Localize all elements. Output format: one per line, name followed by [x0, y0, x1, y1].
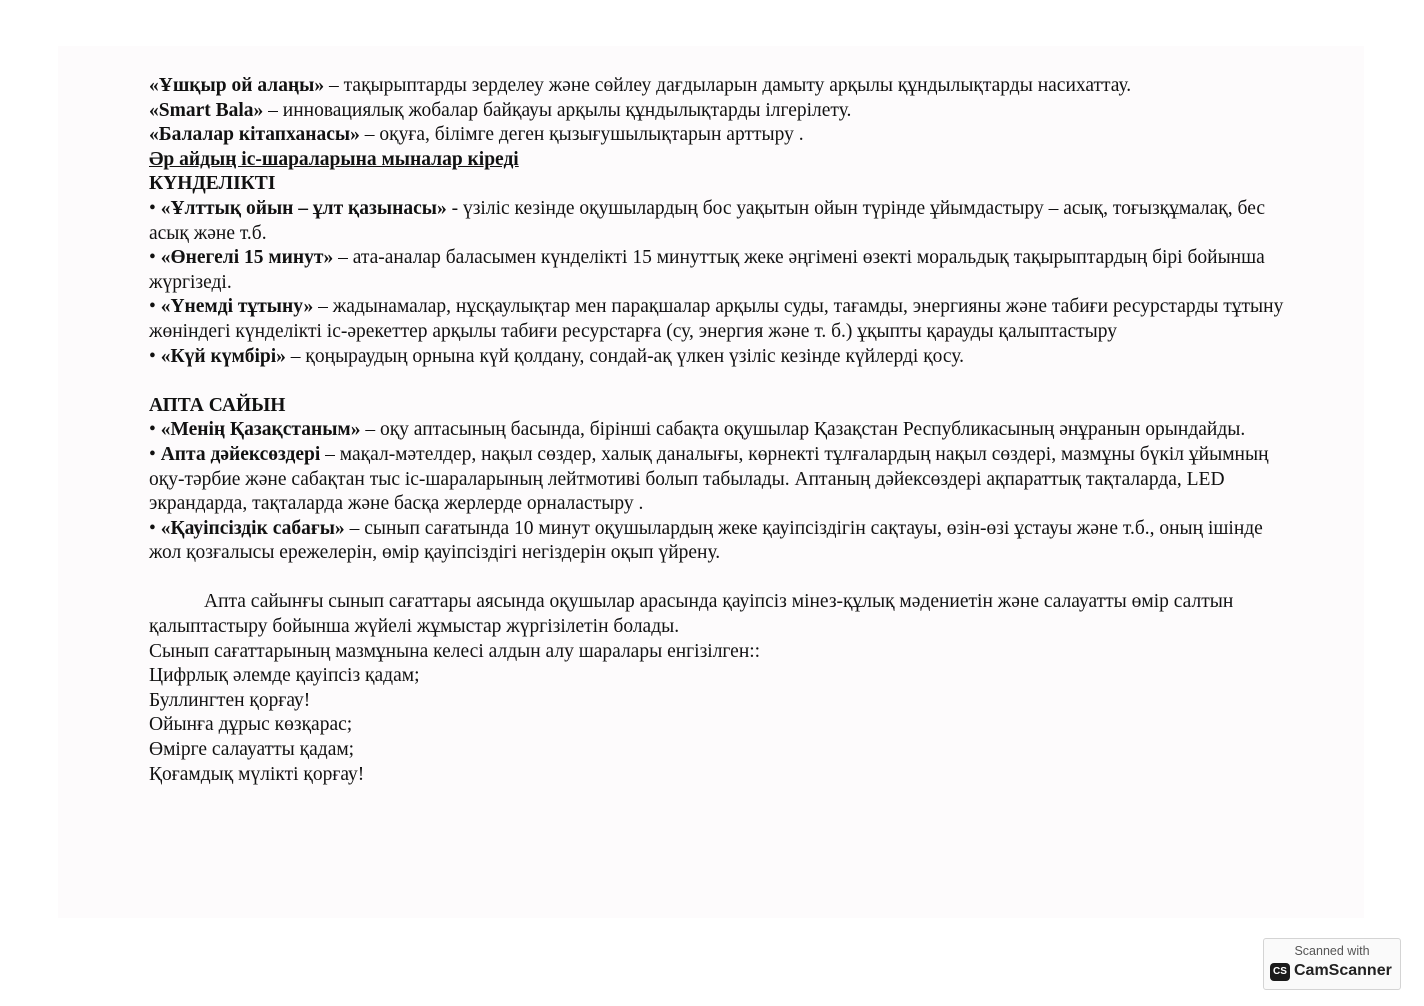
- list-intro: Сынып сағаттарының мазмұнына келесі алдын алу шаралары енгізілген::: [149, 640, 761, 662]
- weekly-heading: АПТА САЙЫН: [149, 394, 286, 416]
- item-desc: – мақал-мәтелдер, нақыл сөздер, халық даналығы, көрнекті тұлғалардың нақыл сөздері, мазмұны бүкіл ұйымның оқу-тәрбие және сабақтан тыс іс-шараларының лейтмотиві болып табылады. Аптаның дәйексөздері ақпараттық тақталарда, LED экрандарда, тақталарда және басқа жерлерде орналастыру .: [149, 443, 1269, 515]
- intro-line-2: [149, 99, 1289, 124]
- intro-desc: – оқуға, білімге деген қызығушылықтарын арттыру .: [359, 124, 804, 146]
- item-desc: – жадынамалар, нұсқаулықтар мен парақшалар арқылы суды, тағамды, энергияны және табиғи ресурстарды тұтыну жөніндегі күнделікті іс-әрекеттер арқылы табиғи ресурстарға (су, энергия және т. б.) ұқыпты қарауды қалыптастыру: [149, 296, 1284, 342]
- list-item: Цифрлық әлемде қауіпсіз қадам;: [149, 665, 420, 687]
- weekly-item: [149, 418, 1289, 443]
- item-title: «Менің Қазақстаным»: [160, 419, 361, 441]
- camscanner-logo-icon: CS: [1270, 963, 1290, 981]
- item-title: «Күй күмбірі»: [160, 345, 286, 367]
- bullet: •: [149, 197, 161, 219]
- daily-item: [149, 295, 1289, 344]
- spacer: [149, 566, 1289, 591]
- weekly-item: [149, 517, 1289, 566]
- intro-line-3: [149, 123, 1289, 148]
- list-item: Өмірге салауатты қадам;: [149, 739, 355, 761]
- intro-desc: – инновациялық жобалар байқауы арқылы құндылықтарды ілгерілету.: [263, 99, 852, 121]
- list-item: Қоғамдық мүлікті қорғау!: [149, 763, 365, 785]
- daily-heading: КҮНДЕЛІКТІ: [149, 173, 276, 195]
- weekly-item: [149, 443, 1289, 517]
- watermark-brand: CamScanner: [1294, 962, 1392, 979]
- list-item: Буллингтен қорғау!: [149, 689, 311, 711]
- intro-line-1: [149, 74, 1289, 99]
- item-title: «Ұлттық ойын – ұлт қазынасы»: [160, 197, 447, 219]
- daily-item: [149, 345, 1289, 370]
- item-desc: – ата-аналар баласымен күнделікті 15 минуттық жеке әңгімені өзекті моральдық тақырыптардың бірі бойынша жүргізеді.: [149, 247, 1265, 293]
- item-desc: - үзіліс кезінде оқушылардың бос уақытын ойын түрінде ұйымдастыру – асық, тоғызқұмалақ, бес асық және т.б.: [149, 197, 1265, 244]
- document-body: [149, 74, 1289, 787]
- list-item: Ойынға дұрыс көзқарас;: [149, 714, 353, 736]
- item-title: «Өнегелі 15 минут»: [160, 247, 334, 269]
- intro-term: «Балалар кітапханасы»: [149, 124, 360, 146]
- item-desc: – қоңыраудың орнына күй қолдану, сондай-ақ үлкен үзіліс кезінде күйлерді қосу.: [285, 345, 964, 367]
- item-desc: – сынып сағатында 10 минут оқушылардың жеке қауіпсіздігін сақтауы, өзін-өзі ұстауы және т.б., оның ішінде жол қозғалысы ережелерін, өмір қауіпсіздігі негіздерін оқып үйрену.: [149, 517, 1263, 564]
- item-desc: – оқу аптасының басында, бірінші сабақта оқушылар Қазақстан Республикасының әнұранын орындайды.: [360, 419, 1246, 441]
- bullet: •: [149, 296, 161, 318]
- summary-paragraph: Апта сайынғы сынып сағаттары аясында оқушылар арасында қауіпсіз мінез-құлық мәдениетін және салауатты өмір салтын қалыптастыру бойынша жүйелі жұмыстар жүргізілетін болады.: [149, 591, 1234, 638]
- spacer: [149, 369, 1289, 394]
- intro-term: «Ұшқыр ой алаңы»: [149, 75, 325, 96]
- bullet: •: [149, 419, 161, 441]
- watermark-caption: Scanned with: [1294, 944, 1370, 958]
- intro-term: «Smart Bala»: [149, 99, 264, 121]
- item-title: Апта дәйексөздері: [160, 443, 321, 465]
- bullet: •: [149, 443, 161, 465]
- item-title: «Үнемді тұтыну»: [160, 296, 314, 318]
- bullet: •: [149, 247, 161, 269]
- bullet: •: [149, 345, 161, 367]
- daily-item: [149, 246, 1289, 295]
- bullet: •: [149, 517, 161, 539]
- intro-desc: – тақырыптарды зерделеу және сөйлеу дағдыларын дамыту арқылы құндылықтарды насихаттау.: [324, 75, 1132, 96]
- item-title: «Қауіпсіздік сабағы»: [160, 517, 345, 539]
- daily-item: [149, 197, 1289, 246]
- monthly-subheading: Әр айдың іс-шараларына мыналар кіреді: [149, 148, 519, 170]
- camscanner-watermark: [1263, 938, 1401, 990]
